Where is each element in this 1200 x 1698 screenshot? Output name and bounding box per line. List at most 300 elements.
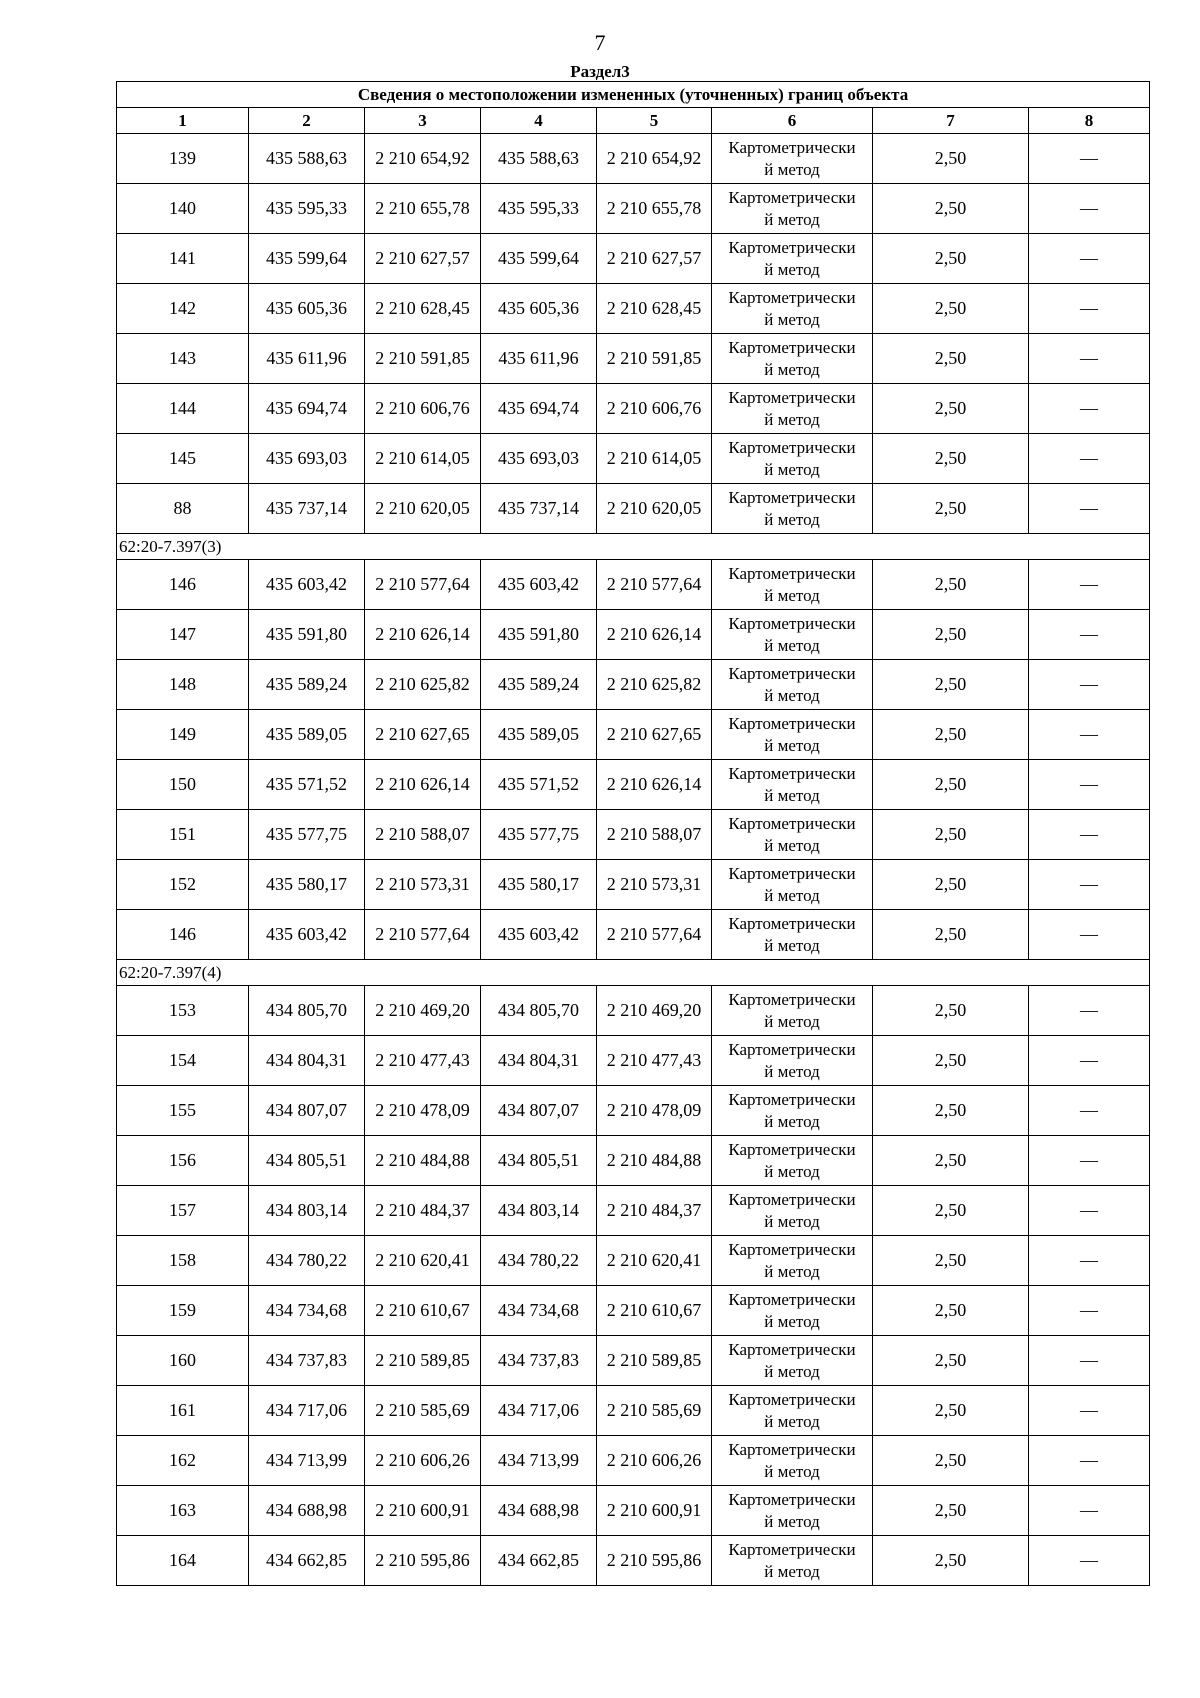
y-coordinate-new-cell: 2 210 477,43 [597,1036,712,1086]
table-row [117,1286,1150,1336]
table-caption: Сведения о местоположении измененных (уточненных) границ объекта [117,82,1150,108]
y-coordinate-new-cell: 2 210 484,88 [597,1136,712,1186]
method-text-line1: Картометрически [728,1339,856,1359]
x-coordinate-new-cell: 434 805,70 [481,986,597,1036]
point-number-cell: 162 [117,1436,249,1486]
x-coordinate-existing-cell: 435 580,17 [249,860,365,910]
x-coordinate-new-cell: 434 713,99 [481,1436,597,1486]
method-text-line2: й метод [764,835,820,855]
x-coordinate-existing-cell: 435 588,63 [249,134,365,184]
section-title: Раздел3 [570,62,630,81]
method-text-line2: й метод [764,359,820,379]
x-coordinate-existing-cell: 434 803,14 [249,1186,365,1236]
x-coordinate-new-cell: 434 807,07 [481,1086,597,1136]
table-row [117,1436,1150,1486]
description-cell: — [1029,1186,1150,1236]
x-coordinate-existing-cell: 435 693,03 [249,434,365,484]
y-coordinate-existing-cell: 2 210 620,41 [365,1236,481,1286]
x-coordinate-new-cell: 434 662,85 [481,1536,597,1586]
x-coordinate-existing-cell: 435 577,75 [249,810,365,860]
x-coordinate-new-cell: 435 603,42 [481,560,597,610]
table-row [117,1486,1150,1536]
table-row [117,1186,1150,1236]
method-cell [712,1236,873,1286]
table-row [117,610,1150,660]
x-coordinate-new-cell: 434 717,06 [481,1386,597,1436]
method-cell [712,760,873,810]
accuracy-cell: 2,50 [873,860,1029,910]
point-number-cell: 140 [117,184,249,234]
table-row [117,760,1150,810]
point-number-cell: 164 [117,1536,249,1586]
description-cell: — [1029,1136,1150,1186]
y-coordinate-new-cell: 2 210 600,91 [597,1486,712,1536]
description-cell: — [1029,234,1150,284]
x-coordinate-new-cell: 435 588,63 [481,134,597,184]
table-row [117,1086,1150,1136]
accuracy-cell: 2,50 [873,134,1029,184]
y-coordinate-existing-cell: 2 210 588,07 [365,810,481,860]
x-coordinate-existing-cell: 435 595,33 [249,184,365,234]
method-text-line1: Картометрически [728,1139,856,1159]
point-number-cell: 156 [117,1136,249,1186]
column-header: 5 [597,108,712,134]
method-text-line1: Картометрически [728,1239,856,1259]
x-coordinate-existing-cell: 435 571,52 [249,760,365,810]
method-text-line1: Картометрически [728,337,856,357]
description-cell: — [1029,284,1150,334]
y-coordinate-existing-cell: 2 210 610,67 [365,1286,481,1336]
x-coordinate-existing-cell: 434 688,98 [249,1486,365,1536]
x-coordinate-existing-cell: 434 805,51 [249,1136,365,1186]
x-coordinate-existing-cell: 435 589,24 [249,660,365,710]
y-coordinate-new-cell: 2 210 620,41 [597,1236,712,1286]
point-number-cell: 152 [117,860,249,910]
method-text-line1: Картометрически [728,237,856,257]
method-cell [712,986,873,1036]
table-row [117,234,1150,284]
column-header-row [117,108,1150,134]
group-label: 62:20-7.397(4) [117,960,1150,986]
x-coordinate-existing-cell: 435 599,64 [249,234,365,284]
accuracy-cell: 2,50 [873,1236,1029,1286]
x-coordinate-new-cell: 435 599,64 [481,234,597,284]
table-row [117,1336,1150,1386]
description-cell: — [1029,1386,1150,1436]
y-coordinate-existing-cell: 2 210 573,31 [365,860,481,910]
point-number-cell: 158 [117,1236,249,1286]
method-cell [712,1486,873,1536]
accuracy-cell: 2,50 [873,610,1029,660]
method-text-line2: й метод [764,1361,820,1381]
y-coordinate-existing-cell: 2 210 655,78 [365,184,481,234]
description-cell: — [1029,986,1150,1036]
table-row [117,134,1150,184]
description-cell: — [1029,1536,1150,1586]
accuracy-cell: 2,50 [873,284,1029,334]
x-coordinate-existing-cell: 435 611,96 [249,334,365,384]
y-coordinate-new-cell: 2 210 589,85 [597,1336,712,1386]
y-coordinate-new-cell: 2 210 655,78 [597,184,712,234]
table-body [117,134,1150,1586]
point-number-cell: 141 [117,234,249,284]
method-text-line2: й метод [764,1511,820,1531]
description-cell: — [1029,710,1150,760]
x-coordinate-existing-cell: 435 605,36 [249,284,365,334]
y-coordinate-new-cell: 2 210 588,07 [597,810,712,860]
y-coordinate-new-cell: 2 210 577,64 [597,910,712,960]
accuracy-cell: 2,50 [873,660,1029,710]
method-text-line1: Картометрически [728,813,856,833]
method-text-line1: Картометрически [728,437,856,457]
accuracy-cell: 2,50 [873,810,1029,860]
y-coordinate-existing-cell: 2 210 589,85 [365,1336,481,1386]
point-number-cell: 147 [117,610,249,660]
y-coordinate-new-cell: 2 210 606,76 [597,384,712,434]
method-text-line1: Картометрически [728,1489,856,1509]
method-cell [712,1136,873,1186]
y-coordinate-new-cell: 2 210 469,20 [597,986,712,1036]
x-coordinate-existing-cell: 434 805,70 [249,986,365,1036]
method-text-line2: й метод [764,885,820,905]
x-coordinate-new-cell: 435 577,75 [481,810,597,860]
y-coordinate-existing-cell: 2 210 585,69 [365,1386,481,1436]
column-header: 7 [873,108,1029,134]
method-text-line1: Картометрически [728,989,856,1009]
x-coordinate-new-cell: 434 737,83 [481,1336,597,1386]
accuracy-cell: 2,50 [873,1186,1029,1236]
method-cell [712,184,873,234]
description-cell: — [1029,1336,1150,1386]
method-cell [712,910,873,960]
x-coordinate-new-cell: 434 804,31 [481,1036,597,1086]
table-row [117,660,1150,710]
point-number-cell: 149 [117,710,249,760]
x-coordinate-existing-cell: 435 694,74 [249,384,365,434]
x-coordinate-new-cell: 435 589,24 [481,660,597,710]
description-cell: — [1029,860,1150,910]
column-header: 4 [481,108,597,134]
table-row [117,1136,1150,1186]
method-text-line1: Картометрически [728,613,856,633]
y-coordinate-new-cell: 2 210 595,86 [597,1536,712,1586]
accuracy-cell: 2,50 [873,184,1029,234]
description-cell: — [1029,660,1150,710]
method-text-line1: Картометрически [728,1089,856,1109]
method-cell [712,384,873,434]
description-cell: — [1029,184,1150,234]
point-number-cell: 157 [117,1186,249,1236]
method-text-line1: Картометрически [728,563,856,583]
method-text-line1: Картометрически [728,913,856,933]
table-row [117,1036,1150,1086]
x-coordinate-new-cell: 435 605,36 [481,284,597,334]
method-text-line2: й метод [764,635,820,655]
method-cell [712,610,873,660]
point-number-cell: 146 [117,910,249,960]
x-coordinate-existing-cell: 434 804,31 [249,1036,365,1086]
y-coordinate-existing-cell: 2 210 577,64 [365,560,481,610]
y-coordinate-existing-cell: 2 210 577,64 [365,910,481,960]
group-row [117,534,1150,560]
table-row [117,184,1150,234]
method-text-line1: Картометрически [728,187,856,207]
y-coordinate-new-cell: 2 210 573,31 [597,860,712,910]
y-coordinate-new-cell: 2 210 478,09 [597,1086,712,1136]
method-text-line1: Картометрически [728,713,856,733]
point-number-cell: 151 [117,810,249,860]
accuracy-cell: 2,50 [873,910,1029,960]
method-text-line2: й метод [764,259,820,279]
y-coordinate-new-cell: 2 210 626,14 [597,760,712,810]
x-coordinate-new-cell: 434 734,68 [481,1286,597,1336]
x-coordinate-existing-cell: 434 807,07 [249,1086,365,1136]
method-cell [712,810,873,860]
y-coordinate-existing-cell: 2 210 627,65 [365,710,481,760]
method-text-line2: й метод [764,209,820,229]
description-cell: — [1029,334,1150,384]
method-cell [712,1436,873,1486]
y-coordinate-existing-cell: 2 210 469,20 [365,986,481,1036]
point-number-cell: 145 [117,434,249,484]
method-cell [712,1286,873,1336]
x-coordinate-new-cell: 435 595,33 [481,184,597,234]
method-cell [712,1386,873,1436]
accuracy-cell: 2,50 [873,484,1029,534]
method-text-line2: й метод [764,1161,820,1181]
y-coordinate-existing-cell: 2 210 625,82 [365,660,481,710]
table-row [117,986,1150,1036]
x-coordinate-existing-cell: 435 737,14 [249,484,365,534]
accuracy-cell: 2,50 [873,760,1029,810]
method-text-line2: й метод [764,1111,820,1131]
accuracy-cell: 2,50 [873,1036,1029,1086]
method-text-line1: Картометрически [728,1039,856,1059]
point-number-cell: 143 [117,334,249,384]
y-coordinate-new-cell: 2 210 625,82 [597,660,712,710]
method-text-line2: й метод [764,409,820,429]
group-label: 62:20-7.397(3) [117,534,1150,560]
accuracy-cell: 2,50 [873,1536,1029,1586]
x-coordinate-existing-cell: 435 603,42 [249,910,365,960]
method-text-line2: й метод [764,509,820,529]
method-text-line2: й метод [764,1261,820,1281]
x-coordinate-new-cell: 435 737,14 [481,484,597,534]
accuracy-cell: 2,50 [873,1086,1029,1136]
x-coordinate-new-cell: 434 803,14 [481,1186,597,1236]
x-coordinate-new-cell: 435 580,17 [481,860,597,910]
point-number-cell: 163 [117,1486,249,1536]
method-text-line2: й метод [764,1211,820,1231]
y-coordinate-existing-cell: 2 210 484,37 [365,1186,481,1236]
method-text-line2: й метод [764,1311,820,1331]
x-coordinate-existing-cell: 435 591,80 [249,610,365,660]
y-coordinate-existing-cell: 2 210 654,92 [365,134,481,184]
accuracy-cell: 2,50 [873,710,1029,760]
method-text-line1: Картометрически [728,387,856,407]
accuracy-cell: 2,50 [873,986,1029,1036]
method-text-line2: й метод [764,685,820,705]
accuracy-cell: 2,50 [873,1486,1029,1536]
method-text-line2: й метод [764,1411,820,1431]
method-text-line1: Картометрически [728,1439,856,1459]
description-cell: — [1029,484,1150,534]
description-cell: — [1029,1486,1150,1536]
table-row [117,1236,1150,1286]
x-coordinate-existing-cell: 434 780,22 [249,1236,365,1286]
method-text-line2: й метод [764,459,820,479]
method-text-line1: Картометрически [728,763,856,783]
y-coordinate-new-cell: 2 210 627,65 [597,710,712,760]
table-row [117,710,1150,760]
column-header: 1 [117,108,249,134]
point-number-cell: 161 [117,1386,249,1436]
x-coordinate-new-cell: 434 688,98 [481,1486,597,1536]
y-coordinate-new-cell: 2 210 585,69 [597,1386,712,1436]
point-number-cell: 88 [117,484,249,534]
description-cell: — [1029,134,1150,184]
method-cell [712,1036,873,1086]
y-coordinate-existing-cell: 2 210 606,26 [365,1436,481,1486]
method-text-line1: Картометрически [728,1189,856,1209]
method-text-line1: Картометрически [728,863,856,883]
method-cell [712,434,873,484]
y-coordinate-existing-cell: 2 210 591,85 [365,334,481,384]
accuracy-cell: 2,50 [873,1386,1029,1436]
y-coordinate-new-cell: 2 210 614,05 [597,434,712,484]
method-text-line2: й метод [764,935,820,955]
accuracy-cell: 2,50 [873,234,1029,284]
method-text-line2: й метод [764,1561,820,1581]
column-header: 8 [1029,108,1150,134]
method-cell [712,660,873,710]
y-coordinate-existing-cell: 2 210 627,57 [365,234,481,284]
method-cell [712,134,873,184]
point-number-cell: 160 [117,1336,249,1386]
y-coordinate-existing-cell: 2 210 620,05 [365,484,481,534]
method-text-line1: Картометрически [728,1389,856,1409]
description-cell: — [1029,1086,1150,1136]
method-text-line1: Картометрически [728,1539,856,1559]
method-text-line2: й метод [764,159,820,179]
x-coordinate-existing-cell: 434 717,06 [249,1386,365,1436]
x-coordinate-existing-cell: 434 734,68 [249,1286,365,1336]
accuracy-cell: 2,50 [873,334,1029,384]
y-coordinate-existing-cell: 2 210 600,91 [365,1486,481,1536]
y-coordinate-existing-cell: 2 210 626,14 [365,610,481,660]
method-text-line1: Картометрически [728,287,856,307]
y-coordinate-existing-cell: 2 210 606,76 [365,384,481,434]
method-cell [712,1536,873,1586]
x-coordinate-existing-cell: 434 662,85 [249,1536,365,1586]
table-row [117,484,1150,534]
method-text-line1: Картометрически [728,137,856,157]
group-row [117,960,1150,986]
table-row [117,1386,1150,1436]
method-text-line2: й метод [764,785,820,805]
y-coordinate-new-cell: 2 210 591,85 [597,334,712,384]
column-header: 6 [712,108,873,134]
x-coordinate-new-cell: 435 694,74 [481,384,597,434]
x-coordinate-existing-cell: 434 737,83 [249,1336,365,1386]
x-coordinate-new-cell: 435 571,52 [481,760,597,810]
method-cell [712,484,873,534]
method-text-line2: й метод [764,1461,820,1481]
description-cell: — [1029,760,1150,810]
point-number-cell: 159 [117,1286,249,1336]
column-header: 3 [365,108,481,134]
y-coordinate-new-cell: 2 210 620,05 [597,484,712,534]
y-coordinate-new-cell: 2 210 654,92 [597,134,712,184]
table-row [117,860,1150,910]
y-coordinate-existing-cell: 2 210 614,05 [365,434,481,484]
method-cell [712,560,873,610]
table-row [117,560,1150,610]
table-row [117,810,1150,860]
description-cell: — [1029,910,1150,960]
table-row [117,334,1150,384]
accuracy-cell: 2,50 [873,1136,1029,1186]
method-cell [712,710,873,760]
point-number-cell: 148 [117,660,249,710]
boundary-coordinates-table [116,81,1150,1586]
table-row [117,284,1150,334]
accuracy-cell: 2,50 [873,1336,1029,1386]
y-coordinate-new-cell: 2 210 627,57 [597,234,712,284]
description-cell: — [1029,560,1150,610]
page-number: 7 [594,30,606,55]
accuracy-cell: 2,50 [873,384,1029,434]
description-cell: — [1029,1286,1150,1336]
table-caption-row [117,82,1150,108]
y-coordinate-existing-cell: 2 210 477,43 [365,1036,481,1086]
accuracy-cell: 2,50 [873,1286,1029,1336]
point-number-cell: 154 [117,1036,249,1086]
table-row [117,434,1150,484]
x-coordinate-existing-cell: 435 589,05 [249,710,365,760]
description-cell: — [1029,810,1150,860]
y-coordinate-existing-cell: 2 210 626,14 [365,760,481,810]
point-number-cell: 153 [117,986,249,1036]
x-coordinate-new-cell: 435 591,80 [481,610,597,660]
point-number-cell: 144 [117,384,249,434]
table-row [117,1536,1150,1586]
accuracy-cell: 2,50 [873,1436,1029,1486]
x-coordinate-new-cell: 434 805,51 [481,1136,597,1186]
description-cell: — [1029,610,1150,660]
description-cell: — [1029,434,1150,484]
y-coordinate-existing-cell: 2 210 478,09 [365,1086,481,1136]
y-coordinate-new-cell: 2 210 626,14 [597,610,712,660]
method-text-line1: Картометрически [728,663,856,683]
method-text-line1: Картометрически [728,1289,856,1309]
method-cell [712,1186,873,1236]
description-cell: — [1029,384,1150,434]
point-number-cell: 155 [117,1086,249,1136]
x-coordinate-existing-cell: 435 603,42 [249,560,365,610]
method-cell [712,1086,873,1136]
method-cell [712,284,873,334]
y-coordinate-existing-cell: 2 210 484,88 [365,1136,481,1186]
x-coordinate-new-cell: 435 589,05 [481,710,597,760]
method-cell [712,1336,873,1386]
method-text-line1: Картометрически [728,487,856,507]
y-coordinate-existing-cell: 2 210 595,86 [365,1536,481,1586]
x-coordinate-new-cell: 435 693,03 [481,434,597,484]
method-text-line2: й метод [764,585,820,605]
point-number-cell: 139 [117,134,249,184]
y-coordinate-new-cell: 2 210 484,37 [597,1186,712,1236]
